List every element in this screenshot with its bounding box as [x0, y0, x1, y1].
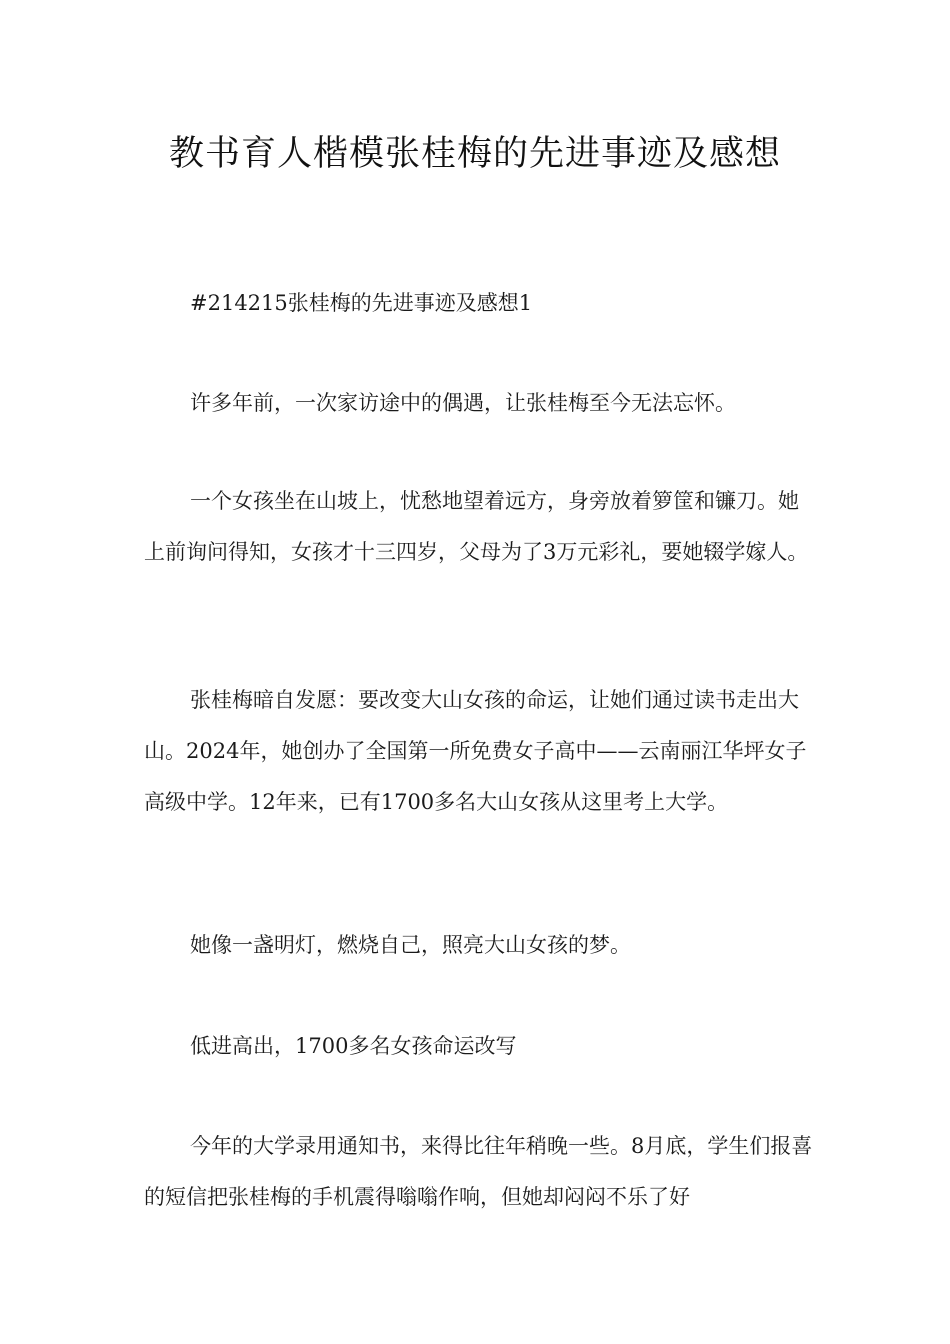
paragraph: 许多年前，一次家访途中的偶遇，让张桂梅至今无法忘怀。: [190, 391, 736, 415]
paragraph: 张桂梅暗自发愿：要改变大山女孩的命运，让她们通过读书走出大山。2024年，她创办了全国第一所免费女子高中——云南丽江华坪女子高级中学。12年来，已有1700多名大山女孩从这里考上大学。: [144, 688, 807, 814]
document-title: 教书育人楷模张桂梅的先进事迹及感想: [168, 134, 781, 174]
paragraph: 一个女孩坐在山坡上，忧愁地望着远方，身旁放着箩筐和镰刀。她上前询问得知，女孩才十三四岁，父母为了3万元彩礼，要她辍学嫁人。: [144, 489, 809, 564]
paragraph: 她像一盏明灯，燃烧自己，照亮大山女孩的梦。: [190, 933, 631, 957]
paragraph-heading-1: #214215张桂梅的先进事迹及感想1: [190, 291, 533, 315]
paragraph-subheading: 低进高出，1700多名女孩命运改写: [190, 1034, 517, 1058]
paragraph: 今年的大学录用通知书，来得比往年稍晚一些。8月底，学生们报喜的短信把张桂梅的手机震得嗡嗡作响，但她却闷闷不乐了好: [144, 1134, 813, 1209]
